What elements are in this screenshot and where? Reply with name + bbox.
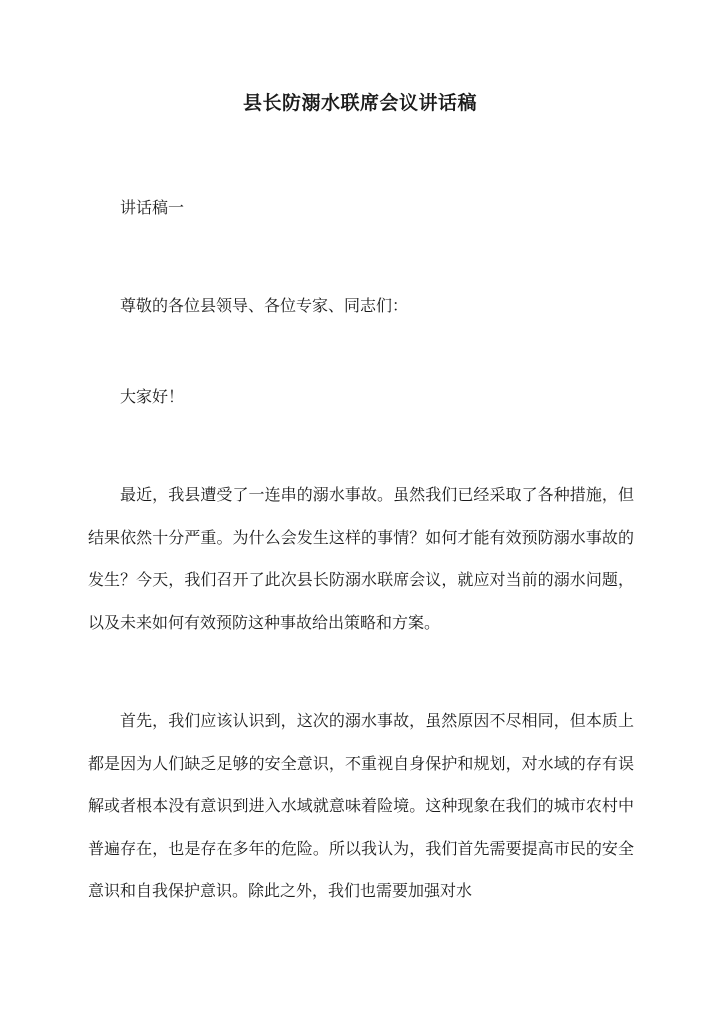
- body-paragraph-2: 首先，我们应该认识到，这次的溺水事故，虽然原因不尽相同，但本质上都是因为人们缺乏足够的安全意识，不重视自身保护和规划，对水域的存有误解或者根本没有意识到进入水域就意味着险境。这种现象在我们的城市农村中普遍存在，也是存在多年的危险。所以我认为，我们首先需要提高市民的安全意识和自我保护意识。除此之外，我们也需要加强对水: [88, 711, 634, 900]
- section-heading: 讲话稿一: [120, 198, 185, 217]
- body-paragraph-1: 最近，我县遭受了一连串的溺水事故。虽然我们已经采取了各种措施，但结果依然十分严重。为什么会发生这样的事情？如何才能有效预防溺水事故的发生？今天，我们召开了此次县长防溺水联席会议，就应对当前的溺水问题，以及未来如何有效预防这种事故给出策略和方案。: [88, 485, 634, 632]
- greeting-paragraph: 大家好！: [120, 387, 185, 406]
- salutation-paragraph: 尊敬的各位县领导、各位专家、同志们：: [120, 296, 409, 315]
- document-title: 县长防溺水联席会议讲话稿: [242, 92, 477, 114]
